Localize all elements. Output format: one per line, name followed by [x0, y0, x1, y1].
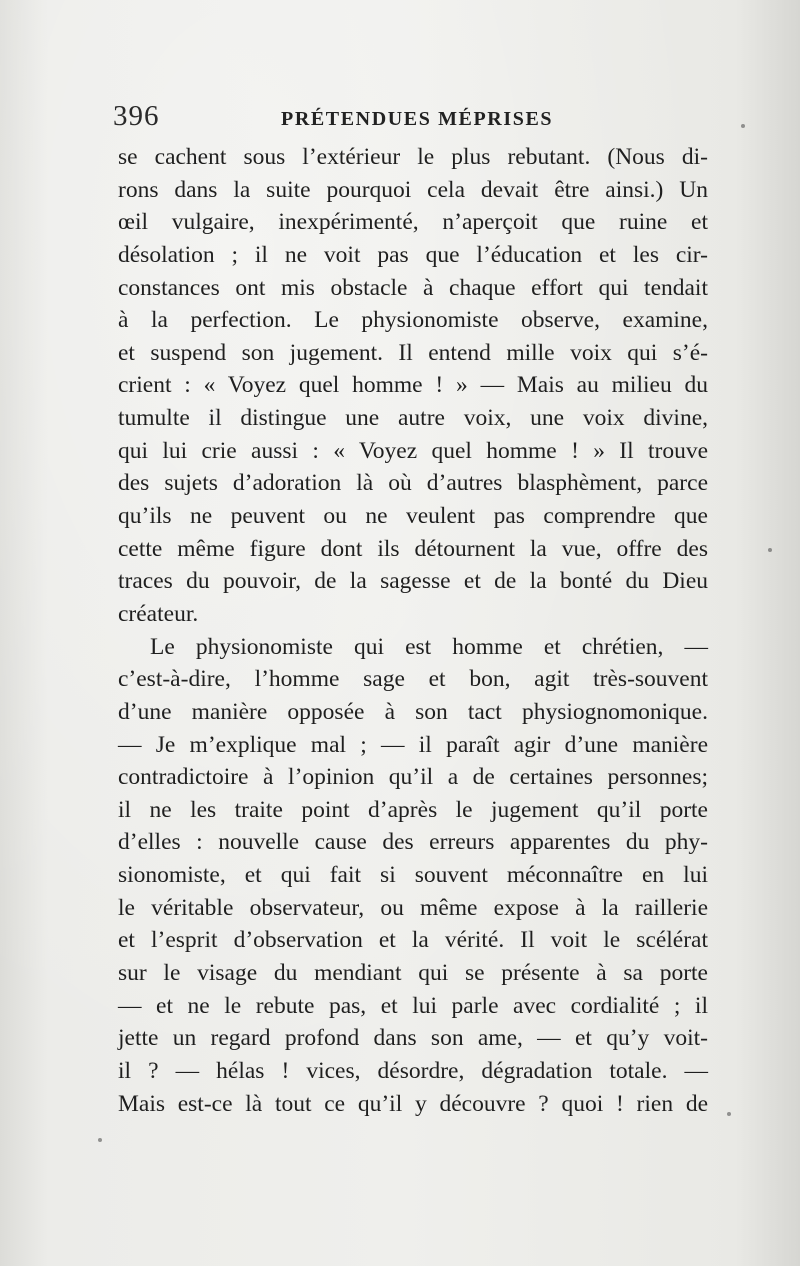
text-line: se cachent sous l’extérieur le plus rebutant. (Nous di-	[118, 144, 708, 170]
text-line: traces du pouvoir, de la sagesse et de la bonté du Dieu	[118, 568, 708, 595]
text-line: cette même figure dont ils détournent la vue, offre des	[118, 535, 708, 562]
text-line: tumulte il distingue une autre voix, une voix divine,	[118, 405, 708, 432]
paper-speck	[741, 124, 745, 128]
text-line: rons dans la suite pourquoi cela devait être ainsi.) Un	[118, 176, 708, 203]
page-number: 396	[113, 100, 160, 132]
text-line: crient : « Voyez quel homme ! » — Mais au milieu du	[118, 372, 708, 399]
text-line: d’elles : nouvelle cause des erreurs apparentes du phy-	[118, 829, 708, 856]
text-line: à la perfection. Le physionomiste observe, examine,	[118, 307, 708, 334]
text-line: constances ont mis obstacle à chaque effort qui tendait	[118, 274, 708, 301]
paper-speck	[727, 1112, 731, 1116]
text-line: et suspend son jugement. Il entend mille voix qui s’é-	[118, 339, 708, 366]
paper-speck	[98, 1138, 102, 1142]
text-line: et l’esprit d’observation et la vérité. Il voit le scélérat	[118, 927, 708, 954]
text-line: créateur.	[118, 600, 199, 627]
text-line: qui lui crie aussi : « Voyez quel homme ! » Il trouve	[118, 437, 708, 464]
text-line: d’une manière opposée à son tact physiognomonique.	[118, 698, 708, 725]
body-text	[118, 141, 708, 1120]
text-line: contradictoire à l’opinion qu’il a de certaines personnes;	[118, 764, 708, 791]
text-line: œil vulgaire, inexpérimenté, n’aperçoit que ruine et	[118, 209, 708, 236]
paragraph-2	[118, 631, 708, 1121]
text-line: Le physionomiste qui est homme et chrétien, —	[150, 633, 708, 660]
text-line: désolation ; il ne voit pas que l’éducation et les cir-	[118, 241, 708, 268]
text-line: des sujets d’adoration là où d’autres blasphèment, parce	[118, 470, 708, 497]
text-line: — et ne le rebute pas, et lui parle avec cordialité ; il	[118, 992, 708, 1019]
text-line: sionomiste, et qui fait si souvent méconnaître en lui	[118, 862, 708, 889]
text-line: sur le visage du mendiant qui se présente à sa porte	[118, 960, 708, 987]
text-line: Mais est-ce là tout ce qu’il y découvre ? quoi ! rien de	[118, 1090, 708, 1117]
text-line: c’est-à-dire, l’homme sage et bon, agit très-souvent	[118, 666, 708, 693]
text-line: qu’ils ne peuvent ou ne veulent pas comprendre que	[118, 503, 708, 530]
running-title: PRÉTENDUES MÉPRISES	[281, 108, 554, 130]
text-line: il ? — hélas ! vices, désordre, dégradation totale. —	[118, 1057, 708, 1084]
text-line: le véritable observateur, ou même expose à la raillerie	[118, 894, 708, 921]
paper-speck	[768, 548, 772, 552]
page-header	[113, 100, 743, 136]
paragraph-1	[118, 141, 708, 631]
text-line: il ne les traite point d’après le jugement qu’il porte	[118, 796, 708, 823]
text-line: — Je m’explique mal ; — il paraît agir d’une manière	[118, 731, 708, 758]
text-line: jette un regard profond dans son ame, — et qu’y voit-	[118, 1025, 708, 1052]
